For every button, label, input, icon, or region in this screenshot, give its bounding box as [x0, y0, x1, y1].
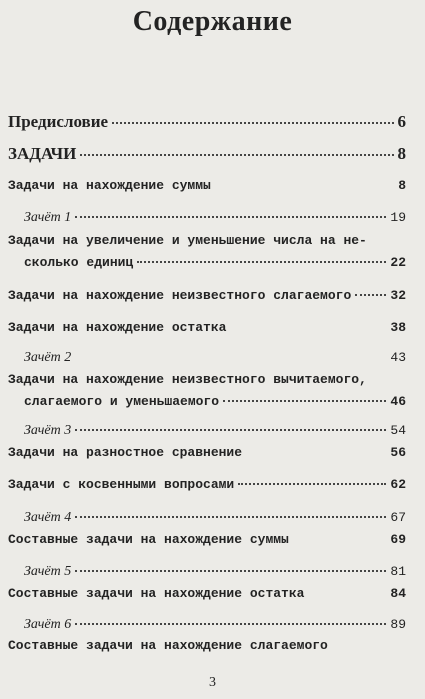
toc-entry-title: сколько единиц: [24, 255, 134, 270]
dot-leader: [112, 122, 393, 124]
toc-entry-page: 8: [398, 178, 406, 193]
toc-entry-page: 6: [397, 112, 406, 131]
dot-leader: [80, 154, 393, 156]
toc-entry-page: 81: [390, 564, 406, 579]
toc-entry-title: Предисловие: [8, 112, 109, 131]
dot-leader: [75, 516, 386, 518]
toc-entry-test: [8, 509, 406, 527]
dot-leader: [355, 294, 386, 296]
toc-entry-preface: [8, 113, 406, 131]
toc-entry: [8, 585, 406, 603]
toc-entry: [8, 232, 406, 272]
toc-entry-title: Задачи на разностное сравнение: [8, 445, 243, 460]
toc-entry-page: 67: [390, 510, 406, 525]
toc-entry-page: 56: [390, 445, 406, 460]
toc-entry-page: 38: [390, 320, 406, 335]
page-number: 3: [209, 675, 216, 690]
dot-leader: [75, 216, 386, 218]
toc-entry-title: Задачи на нахождение суммы: [8, 178, 211, 193]
toc-entry-page: 32: [390, 288, 406, 303]
toc-entry-page: 19: [390, 210, 406, 225]
toc-entry-title: Зачёт 6: [24, 617, 72, 632]
toc-entry-title: Задачи с косвенными вопросами: [8, 477, 235, 492]
toc-entry-page: 43: [390, 350, 406, 365]
toc-entry-title: Составные задачи на нахождение остатка: [8, 586, 305, 601]
dot-leader: [75, 570, 386, 572]
toc-entry-page: 8: [397, 144, 406, 163]
toc-entry-title: Составные задачи на нахождение слагаемого: [8, 638, 328, 653]
toc-entry-title: слагаемого и уменьшаемого: [24, 394, 220, 409]
toc-entry-test: [8, 349, 406, 367]
dot-leader: [137, 261, 386, 263]
toc-entry-title: Задачи на нахождение неизвестного слагаемого: [8, 288, 352, 303]
toc-entry-page: 89: [390, 617, 406, 632]
page-title: Содержание: [132, 6, 293, 37]
toc-entry: [8, 177, 406, 195]
toc-entry-title-line1: Задачи на увеличение и уменьшение числа на не-: [8, 233, 367, 248]
toc-entry-test: [8, 422, 406, 440]
dot-leader: [223, 400, 386, 402]
toc-entry-title: Составные задачи на нахождение суммы: [8, 532, 289, 547]
toc-entry: [8, 531, 406, 549]
dot-leader: [238, 483, 386, 485]
toc-entry-title: Задачи на нахождение остатка: [8, 320, 227, 335]
toc-entry-test: [8, 563, 406, 581]
toc-entry-page: 22: [390, 255, 406, 270]
dot-leader: [75, 429, 386, 431]
toc-entry: [8, 476, 406, 494]
toc-entry-page: 54: [390, 423, 406, 438]
toc-entry-title: Зачёт 5: [24, 564, 72, 579]
toc-entry-test: [8, 616, 406, 634]
toc-entry: [8, 287, 406, 305]
toc-entry-test: [8, 209, 406, 227]
toc-entry-page: 62: [390, 477, 406, 492]
toc-entry: [8, 637, 406, 655]
toc-entry: [8, 319, 406, 337]
toc-entry: [8, 371, 406, 411]
toc-entry-title-line1: Задачи на нахождение неизвестного вычитаемого,: [8, 372, 367, 387]
toc-entry-row: [8, 254, 406, 272]
toc-entry-page: 69: [390, 532, 406, 547]
toc-entry-title: ЗАДАЧИ: [8, 144, 77, 163]
toc-entry-row: [8, 393, 406, 411]
toc-entry-page: 84: [390, 586, 406, 601]
toc-entry-tasks: [8, 145, 406, 163]
toc-entry-title: Зачёт 1: [24, 210, 72, 225]
toc-entry: [8, 444, 406, 462]
toc-entry-title: Зачёт 2: [24, 350, 72, 365]
toc-entry-title: Зачёт 4: [24, 510, 72, 525]
toc-entry-page: 46: [390, 394, 406, 409]
dot-leader: [75, 623, 386, 625]
toc-entry-title: Зачёт 3: [24, 423, 72, 438]
